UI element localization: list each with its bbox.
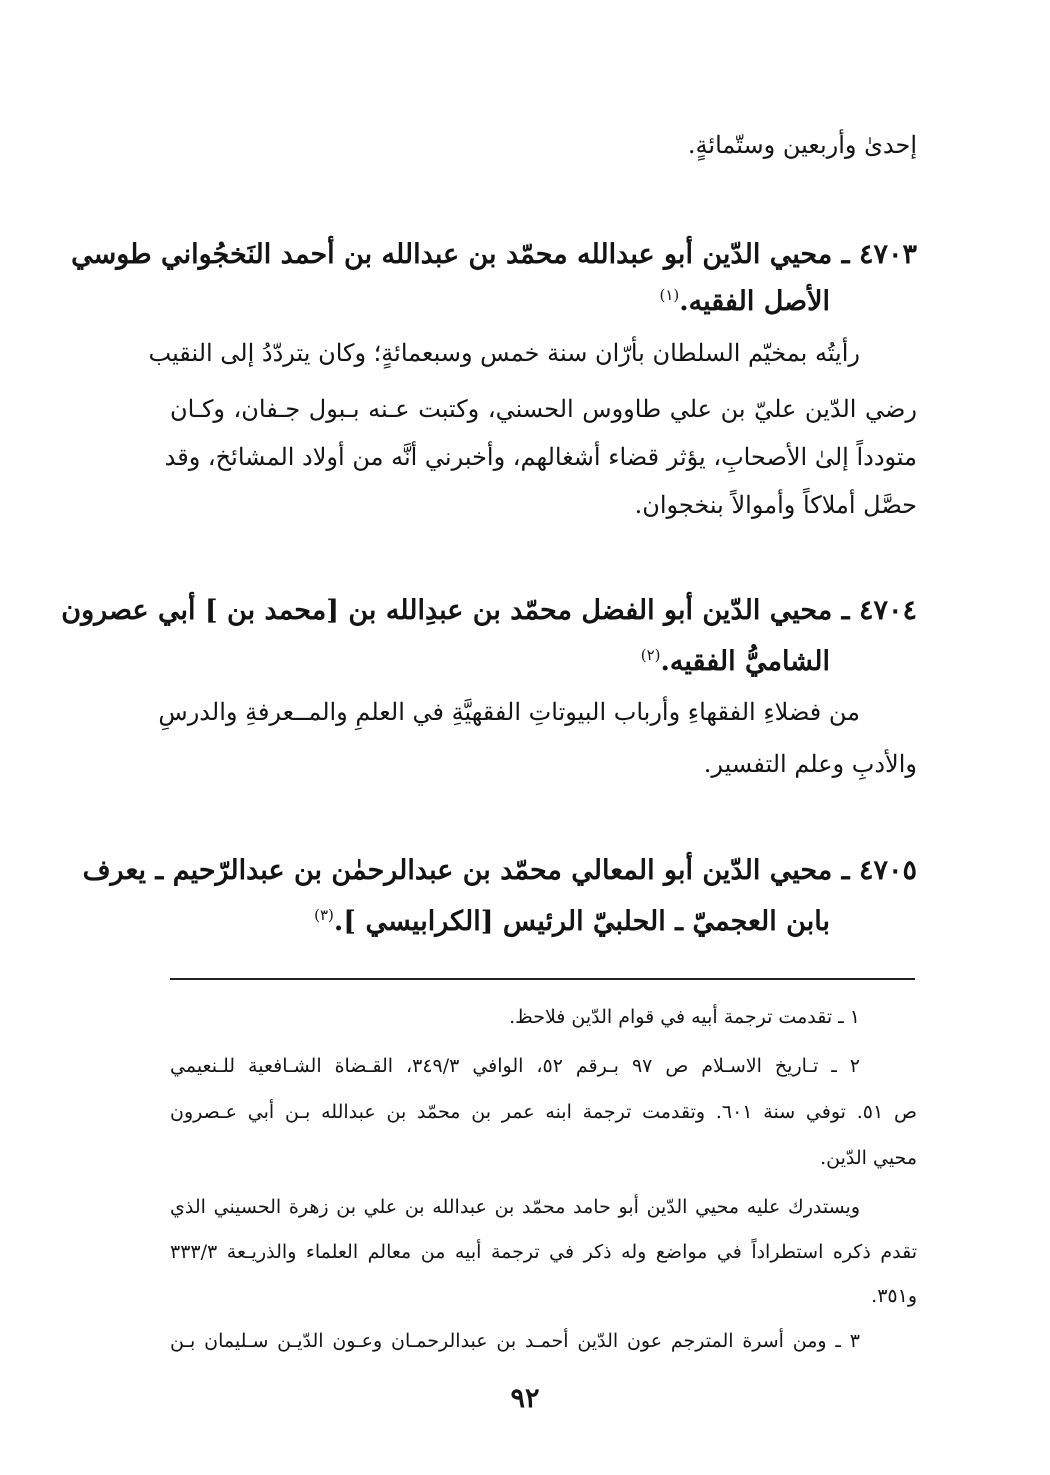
footnote-ref-2: (٢) bbox=[640, 646, 661, 664]
continuation-line: إحدىٰ وأربعين وستّمائةٍ. bbox=[687, 131, 917, 159]
entry-4703-body-line2: رضي الدّين عليّ بن علي طاووس الحسني، وكتبت عـنه بـبول جـفان، وكـان bbox=[170, 395, 917, 423]
entry-4703-heading-line2 bbox=[659, 277, 830, 320]
entry-4705-heading-line1: ٤٧٠٥ ـ محيي الدّين أبو المعالي محمّد بن عبدالرحمٰن بن عبدالرّحيم ـ يعرف bbox=[82, 855, 917, 886]
footnote-separator bbox=[170, 978, 915, 980]
footnote-2-line2: ص ٥١. توفي سنة ٦٠١. وتقدمت ترجمة ابنه عمر بن محمّد بن عبدالله بـن أبي عـصرون bbox=[170, 1101, 917, 1123]
footnote-ref-1: (١) bbox=[659, 286, 680, 304]
page-number: ٩٢ bbox=[510, 1383, 540, 1414]
footnote-2-line1: ٢ ـ تـاريخ الاسـلام ص ٩٧ بـرقم ٥٢، الوافي ٣٤٩/٣، القـضاة الشـافعية للـنعيمي bbox=[170, 1055, 861, 1077]
entry-4705-heading-text: بابن العجميّ ـ الحلبيّ الرئيس [الكرابيسي ]. bbox=[333, 906, 830, 937]
entry-4703-heading-text: الأصل الفقيه. bbox=[679, 286, 830, 317]
entry-4703-heading-line1: ٤٧٠٣ ـ محيي الدّين أبو عبدالله محمّد بن عبدالله بن أحمد النَخجُواني طوسي bbox=[71, 239, 917, 270]
entry-4705-heading-line2 bbox=[314, 897, 830, 940]
entry-4704-heading-text: الشاميُّ الفقيه. bbox=[660, 646, 830, 677]
footnote-3-line1: ٣ ـ ومن أسرة المترجم عون الدّين أحمـد بن عبدالرحمـان وعـون الدّيـن سـليمان بـن bbox=[170, 1330, 860, 1352]
entry-4704-body-line2: والأدبِ وعلم التفسير. bbox=[703, 750, 917, 778]
entry-4703-body-line3: متودداً إلىٰ الأصحابِ، يؤثر قضاء أشغالهم، وأخبرني أنَّه من أولاد المشائخ، وقد bbox=[164, 443, 917, 471]
footnote-1: ١ ـ تقدمت ترجمة أبيه في قوام الدّين فلاحظ. bbox=[509, 1006, 860, 1028]
footnote-2-addendum-line1: ويستدرك عليه محيي الدّين أبو حامد محمّد بن عبدالله بن علي بن زهرة الحسيني الذي bbox=[170, 1196, 860, 1218]
entry-4703-body-line4: حصَّل أملاكاً وأموالاً بنخجوان. bbox=[634, 491, 917, 519]
entry-4704-heading-line2 bbox=[641, 637, 830, 680]
entry-4703-body-line1: رأيتُه بمخيّم السلطان بأرّان سنة خمس وسبعمائةٍ؛ وكان يتردّدُ إلى النقيب bbox=[148, 339, 860, 367]
entry-4704-body-line1: من فضلاءِ الفقهاءِ وأرباب البيوتاتِ الفقهيَّةِ في العلمِ والمــعرفةِ والدرسِ bbox=[158, 698, 860, 726]
entry-4704-heading-line1: ٤٧٠٤ ـ محيي الدّين أبو الفضل محمّد بن عبدِالله بن [محمد بن ] أبي عصرون bbox=[61, 595, 917, 626]
footnote-2-line3: محيي الدّين. bbox=[820, 1147, 917, 1169]
footnote-2-addendum-line3: و٣٥١. bbox=[871, 1285, 917, 1307]
footnote-2-addendum-line2: تقدم ذكره استطراداً في مواضع وله ذكر في ترجمة أبيه من معالم العلماء والذريـعة ٣٣٣/٣ bbox=[170, 1241, 917, 1263]
footnote-ref-3: (٣) bbox=[314, 906, 334, 924]
